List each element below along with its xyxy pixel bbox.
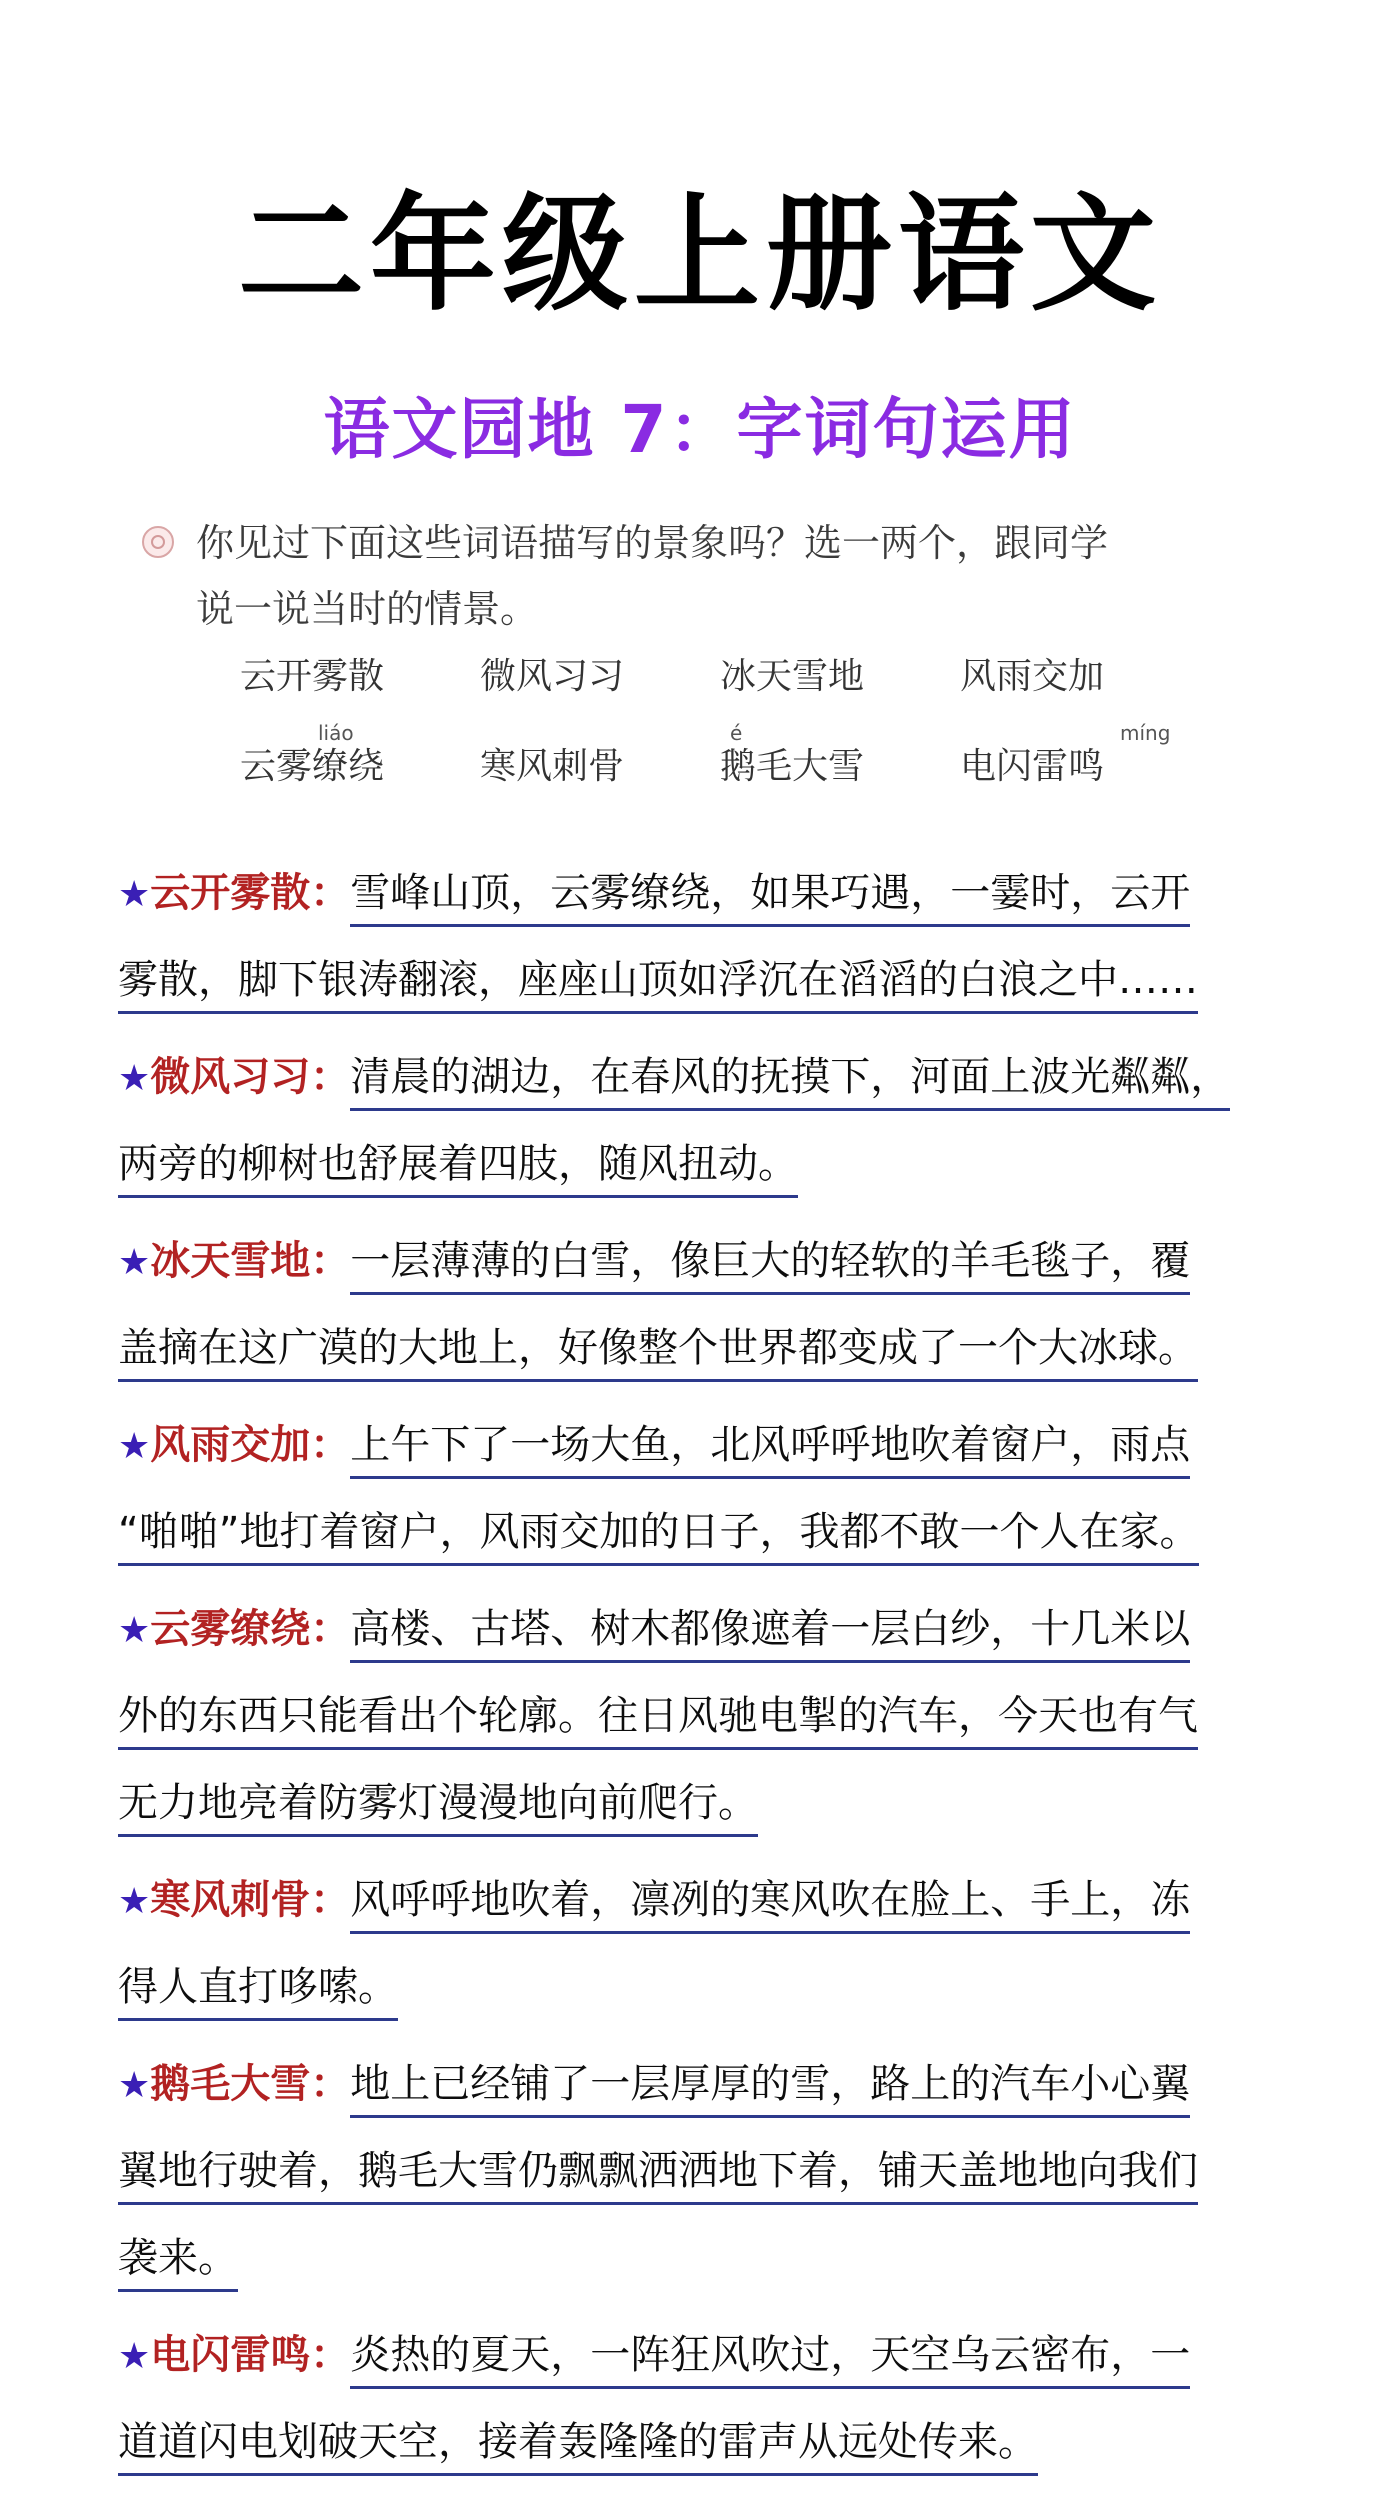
list-item [118, 1034, 1288, 1208]
entry-line [118, 937, 1288, 1024]
entry-colon: ： [310, 1054, 351, 1100]
entry-line [118, 1305, 1288, 1392]
entry-line [118, 2128, 1288, 2215]
entry-text: 高楼、古塔、树木都像遮着一层白纱，十几米以 [350, 1600, 1190, 1663]
star-icon: ★ [118, 2336, 151, 2377]
star-icon: ★ [118, 1242, 151, 1283]
entry-line [118, 1489, 1288, 1576]
entry-colon: ： [310, 1422, 351, 1468]
page-subtitle: 语文园地 7：字词句运用 [323, 391, 1077, 468]
entry-term: 风雨交加 [150, 1422, 311, 1468]
list-item [118, 1857, 1288, 2031]
page-title: 二年级上册语文 [238, 181, 1162, 328]
star-icon: ★ [118, 1426, 151, 1467]
list-item [118, 1218, 1288, 1392]
textbook-excerpt [130, 512, 1280, 812]
word-item: 冰天雪地 [720, 656, 865, 697]
entry-line [118, 1857, 1288, 1944]
entry-colon: ： [310, 2332, 351, 2378]
word-item: 云开雾散 [240, 656, 385, 697]
entry-line [118, 1944, 1288, 2031]
entry-text: 得人直打哆嗦。 [118, 1958, 398, 2021]
pinyin-annotation: míng [1120, 721, 1171, 745]
entry-term: 寒风刺骨 [150, 1877, 311, 1923]
entry-line [118, 2312, 1288, 2399]
star-icon: ★ [118, 2065, 151, 2106]
entry-line [118, 2215, 1288, 2302]
entry-colon: ： [310, 1606, 351, 1652]
entry-text: 一层薄薄的白雪，像巨大的轻软的羊毛毯子，覆 [350, 1232, 1190, 1295]
circle-bullet-icon [142, 526, 174, 558]
excerpt-question-line-2: 说一说当时的情景。 [196, 587, 539, 631]
entry-colon: ： [310, 870, 351, 916]
entry-text: 上午下了一场大鱼，北风呼呼地吹着窗户，雨点 [350, 1416, 1190, 1479]
entry-term: 冰天雪地 [150, 1238, 311, 1284]
list-item [118, 1586, 1288, 1847]
list-item [118, 2041, 1288, 2302]
entry-line [118, 1760, 1288, 1847]
entry-line [118, 1121, 1288, 1208]
star-icon: ★ [118, 1881, 151, 1922]
entry-text: 风呼呼地吹着，凛冽的寒风吹在脸上、手上，冻 [350, 1871, 1190, 1934]
list-item [118, 2312, 1288, 2486]
star-icon: ★ [118, 1058, 151, 1099]
entry-term: 电闪雷鸣 [150, 2332, 311, 2378]
entry-text: 外的东西只能看出个轮廓。往日风驰电掣的汽车，今天也有气 [118, 1687, 1198, 1750]
excerpt-question-line-1: 你见过下面这些词语描写的景象吗？选一两个，跟同学 [196, 521, 1109, 565]
entry-text: 两旁的柳树也舒展着四肢，随风扭动。 [118, 1135, 798, 1198]
word-item: 微风习习 [480, 656, 625, 697]
entry-text: 盖摘在这广漠的大地上，好像整个世界都变成了一个大冰球。 [118, 1319, 1198, 1382]
word-item: 云雾缭绕 [240, 746, 385, 787]
entry-text: 无力地亮着防雾灯漫漫地向前爬行。 [118, 1774, 758, 1837]
entry-line [118, 1402, 1288, 1489]
entry-text: 翼地行驶着，鹅毛大雪仍飘飘洒洒地下着，铺天盖地地向我们 [118, 2142, 1198, 2205]
entry-text: 清晨的湖边，在春风的抚摸下，河面上波光粼粼， [350, 1048, 1230, 1111]
word-item: 电闪雷鸣 [960, 746, 1105, 787]
entry-term: 云开雾散 [150, 870, 311, 916]
list-item [118, 1402, 1288, 1576]
list-item [118, 850, 1288, 1024]
entry-text: 道道闪电划破天空，接着轰隆隆的雷声从远处传来。 [118, 2413, 1038, 2476]
entry-line [118, 2041, 1288, 2128]
word-item: 鹅毛大雪 [720, 746, 865, 787]
entry-text: 炎热的夏天，一阵狂风吹过，天空乌云密布，一 [350, 2326, 1190, 2389]
entry-text: 雾散，脚下银涛翻滚，座座山顶如浮沉在滔滔的白浪之中…… [118, 951, 1198, 1014]
entry-line [118, 1034, 1288, 1121]
entry-colon: ： [310, 1877, 351, 1923]
pinyin-annotation: é [730, 721, 743, 745]
entry-list [118, 850, 1288, 2496]
entry-term: 鹅毛大雪 [150, 2061, 311, 2107]
entry-colon: ： [310, 1238, 351, 1284]
entry-text: 袭来。 [118, 2229, 238, 2292]
star-icon: ★ [118, 874, 151, 915]
entry-line [118, 1586, 1288, 1673]
entry-colon: ： [310, 2061, 351, 2107]
entry-line [118, 1673, 1288, 1760]
entry-text: 雪峰山顶，云雾缭绕，如果巧遇，一霎时，云开 [350, 864, 1190, 927]
entry-term: 云雾缭绕 [150, 1606, 311, 1652]
entry-line [118, 850, 1288, 937]
pinyin-annotation: liáo [318, 721, 354, 745]
entry-line [118, 1218, 1288, 1305]
entry-line [118, 2399, 1288, 2486]
entry-text: “啪啪”地打着窗户，风雨交加的日子，我都不敢一个人在家。 [118, 1503, 1199, 1566]
entry-term: 微风习习 [150, 1054, 311, 1100]
entry-text: 地上已经铺了一层厚厚的雪，路上的汽车小心翼 [350, 2055, 1190, 2118]
word-item: 风雨交加 [960, 656, 1105, 697]
star-icon: ★ [118, 1610, 151, 1651]
word-item: 寒风刺骨 [480, 746, 625, 787]
